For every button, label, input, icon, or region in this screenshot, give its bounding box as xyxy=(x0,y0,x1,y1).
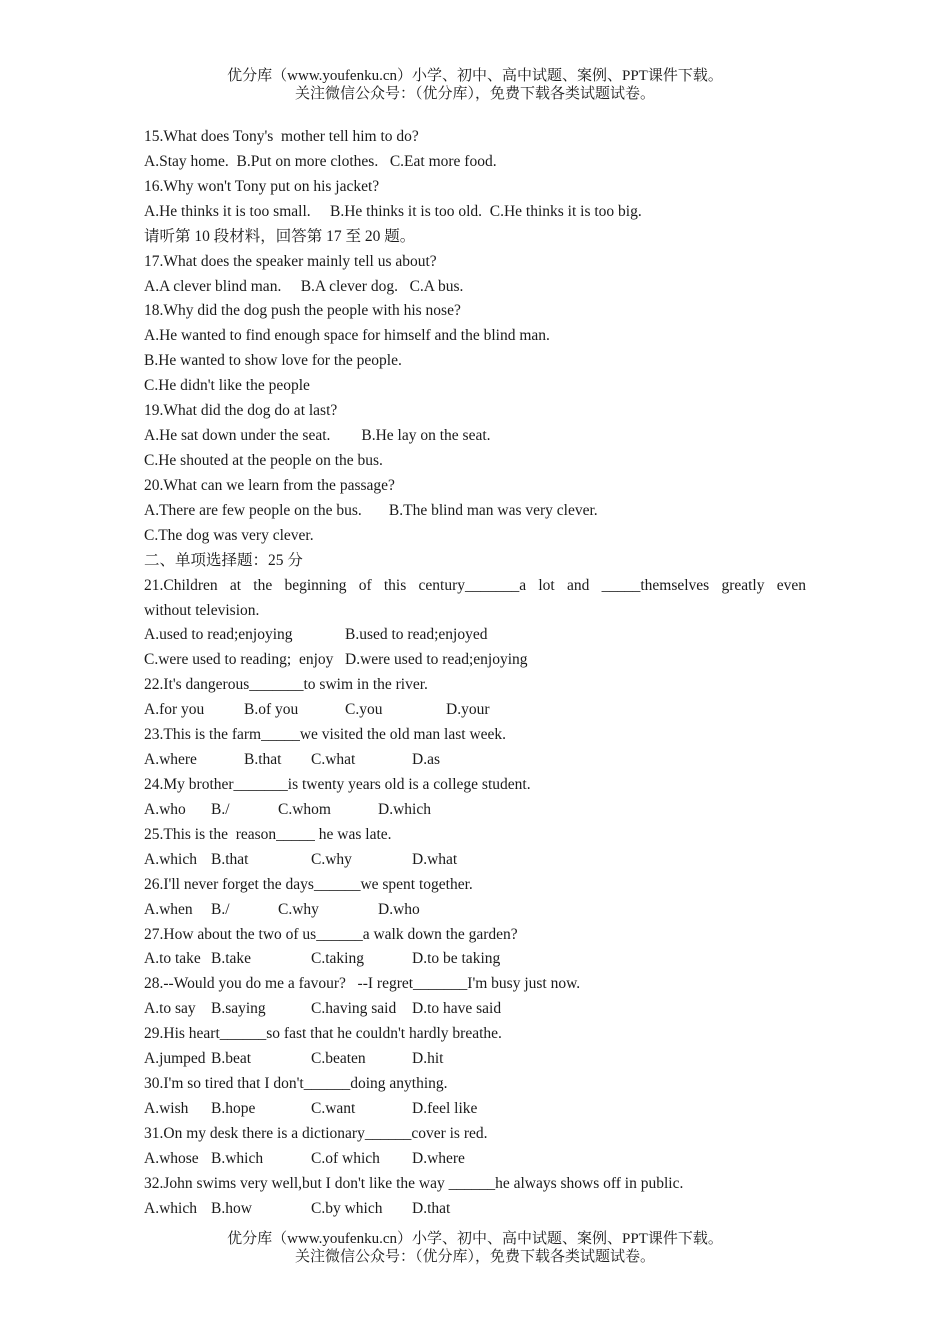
text-line: without television. xyxy=(144,601,260,619)
answer-options xyxy=(144,947,806,972)
answer-option: B.how xyxy=(211,1199,252,1217)
answer-option: D.as xyxy=(412,751,440,769)
answer-option: C.want xyxy=(311,1099,356,1117)
text-line: 22.It's dangerous_______to swim in the river. xyxy=(144,676,428,694)
answer-option: B.saying xyxy=(211,1000,266,1018)
answer-option: A.who xyxy=(144,800,186,818)
answer-options xyxy=(144,898,806,923)
answer-option: C.whom xyxy=(278,800,331,818)
answer-options xyxy=(144,1197,806,1222)
text-line: 28.--Would you do me a favour? --I regret_______I'm busy just now. xyxy=(144,975,581,993)
answer-option: B.hope xyxy=(211,1099,256,1117)
text-line: 31.On my desk there is a dictionary______cover is red. xyxy=(144,1124,488,1142)
answer-option: B./ xyxy=(211,800,230,818)
answer-option: D.hit xyxy=(412,1050,444,1068)
text-line: 请听第 10 段材料，回答第 17 至 20 题。 xyxy=(144,227,416,245)
answer-option: B.that xyxy=(244,751,282,769)
text-line: 15.What does Tony's mother tell him to do? xyxy=(144,128,419,145)
text-line: 26.I'll never forget the days______we spent together. xyxy=(144,875,473,893)
answer-option: A.for you xyxy=(144,701,205,719)
answer-option: A.used to read;enjoying xyxy=(144,626,293,644)
text-line: B.He wanted to show love for the people. xyxy=(144,352,402,370)
text-line: 24.My brother_______is twenty years old is a college student. xyxy=(144,775,531,793)
text-line: 19.What did the dog do at last? xyxy=(144,402,338,420)
text-line: 25.This is the reason_____ he was late. xyxy=(144,825,392,843)
answer-option: B.of you xyxy=(244,701,299,719)
question-line-justified: 21.Children at the beginning of this century_______a lot and _____themselves greatly even xyxy=(144,576,806,594)
answer-option: C.by which xyxy=(311,1199,383,1217)
answer-option: A.whose xyxy=(144,1149,199,1167)
answer-option: D.to have said xyxy=(412,1000,502,1018)
header-line-2: 关注微信公众号：（优分库），免费下载各类试题试卷。 xyxy=(294,86,655,102)
answer-option: B.which xyxy=(211,1149,264,1167)
answer-options xyxy=(144,1097,806,1122)
text-line: A.He wanted to find enough space for himself and the blind man. xyxy=(144,327,550,345)
answer-options xyxy=(144,623,806,648)
answer-option: B.beat xyxy=(211,1050,252,1068)
answer-option: B.used to read;enjoyed xyxy=(345,626,488,644)
answer-options xyxy=(144,997,806,1022)
text-line: 16.Why won't Tony put on his jacket? xyxy=(144,177,380,195)
answer-option: C.were used to reading; enjoy xyxy=(144,651,334,669)
answer-option: D.your xyxy=(446,701,490,719)
answer-options xyxy=(144,698,806,723)
answer-option: B.that xyxy=(211,850,249,868)
answer-option: A.to take xyxy=(144,950,201,968)
text-line: A.He thinks it is too small. B.He thinks it is too old. C.He thinks it is too big. xyxy=(144,202,642,220)
text-line: 23.This is the farm_____we visited the old man last week. xyxy=(144,726,507,744)
answer-option: C.why xyxy=(311,850,352,868)
answer-option: A.which xyxy=(144,1199,197,1217)
answer-option: D.were used to read;enjoying xyxy=(345,651,528,669)
text-line: A.Stay home. B.Put on more clothes. C.Eat more food. xyxy=(144,152,497,170)
text-line: 17.What does the speaker mainly tell us about? xyxy=(144,252,437,270)
answer-option: A.wish xyxy=(144,1099,189,1117)
text-line: C.He shouted at the people on the bus. xyxy=(144,451,383,469)
answer-option: D.what xyxy=(412,850,458,868)
answer-option: A.jumped xyxy=(144,1050,206,1068)
answer-options xyxy=(144,1047,806,1072)
answer-option: C.what xyxy=(311,751,356,769)
answer-option: A.when xyxy=(144,900,193,918)
answer-option: A.to say xyxy=(144,1000,196,1018)
answer-option: C.having said xyxy=(311,1000,397,1018)
answer-options xyxy=(144,848,806,873)
answer-options xyxy=(144,748,806,773)
answer-option: B./ xyxy=(211,900,230,918)
text-line: 18.Why did the dog push the people with his nose? xyxy=(144,302,461,320)
answer-option: D.to be taking xyxy=(412,950,501,968)
exam-content xyxy=(144,125,806,1222)
text-line: A.There are few people on the bus. B.The blind man was very clever. xyxy=(144,501,598,519)
text-line: 32.John swims very well,but I don't like the way ______he always shows off in public. xyxy=(144,1174,684,1192)
text-line: A.A clever blind man. B.A clever dog. C.A bus. xyxy=(144,277,464,295)
answer-option: B.take xyxy=(211,950,252,968)
answer-option: C.you xyxy=(345,701,383,719)
text-line: 27.How about the two of us______a walk down the garden? xyxy=(144,925,518,943)
header-line-1: 优分库（www.youfenku.cn）小学、初中、高中试题、案例、PPT课件下载。 xyxy=(227,68,723,84)
answer-option: A.where xyxy=(144,751,197,769)
text-line: C.The dog was very clever. xyxy=(144,526,314,544)
answer-option: C.why xyxy=(278,900,319,918)
answer-option: C.of which xyxy=(311,1149,380,1167)
page-footer xyxy=(0,1230,950,1266)
answer-option: D.who xyxy=(378,900,420,918)
text-line: 29.His heart______so fast that he couldn't hardly breathe. xyxy=(144,1025,502,1043)
footer-line-1: 优分库（www.youfenku.cn）小学、初中、高中试题、案例、PPT课件下载。 xyxy=(227,1231,723,1247)
answer-options xyxy=(144,648,806,673)
answer-option: C.beaten xyxy=(311,1050,366,1068)
text-line: 30.I'm so tired that I don't______doing anything. xyxy=(144,1075,448,1093)
answer-option: D.that xyxy=(412,1199,451,1217)
footer-line-2: 关注微信公众号：（优分库），免费下载各类试题试卷。 xyxy=(294,1249,655,1265)
text-line: 二、单项选择题：25 分 xyxy=(144,551,303,569)
answer-option: C.taking xyxy=(311,950,364,968)
answer-option: D.feel like xyxy=(412,1099,478,1117)
text-line: 20.What can we learn from the passage? xyxy=(144,476,395,494)
text-line: A.He sat down under the seat. B.He lay on the seat. xyxy=(144,427,491,445)
answer-option: A.which xyxy=(144,850,197,868)
text-line: C.He didn't like the people xyxy=(144,377,310,395)
answer-option: D.which xyxy=(378,800,431,818)
answer-options xyxy=(144,1147,806,1172)
answer-option: D.where xyxy=(412,1149,465,1167)
answer-options xyxy=(144,798,806,823)
page-header xyxy=(0,67,950,103)
